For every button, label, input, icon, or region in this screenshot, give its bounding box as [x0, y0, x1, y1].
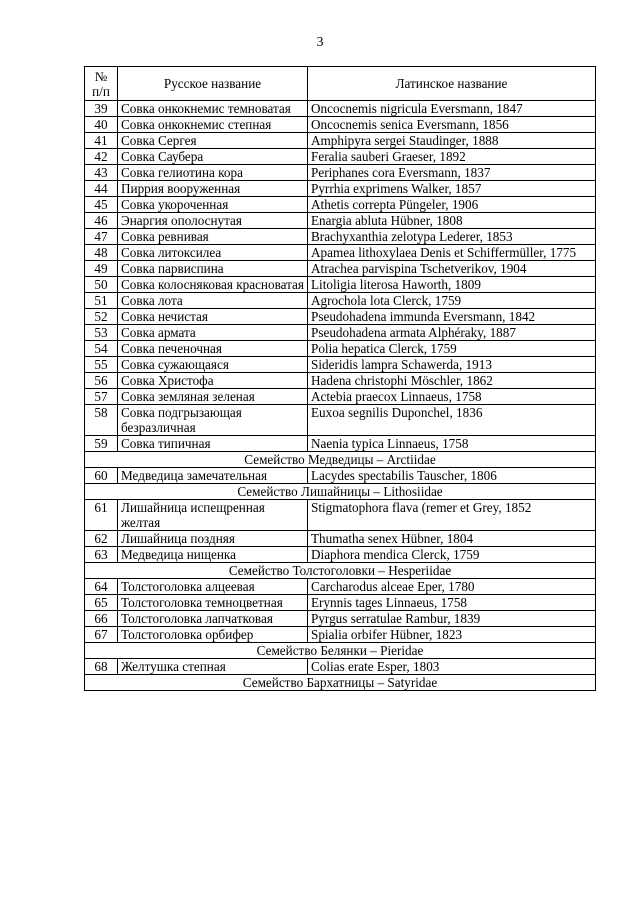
row-number: 48 [85, 245, 118, 261]
russian-name: Совка онкокнемис степная [118, 117, 308, 133]
latin-name: Periphanes cora Eversmann, 1837 [308, 165, 596, 181]
table-row [85, 277, 596, 293]
russian-name: Совка сужающаяся [118, 357, 308, 373]
latin-name: Euxoa segnilis Duponchel, 1836 [308, 405, 596, 436]
row-number: 55 [85, 357, 118, 373]
latin-name: Naenia typica Linnaeus, 1758 [308, 436, 596, 452]
table-row [85, 165, 596, 181]
species-table [84, 66, 596, 691]
latin-name: Spialia orbifer Hübner, 1823 [308, 627, 596, 643]
russian-name: Совка укороченная [118, 197, 308, 213]
table-row [85, 373, 596, 389]
species-table-body [85, 101, 596, 691]
header-russian-name: Русское название [118, 67, 308, 101]
row-number: 51 [85, 293, 118, 309]
latin-name: Carcharodus alceae Eper, 1780 [308, 579, 596, 595]
russian-name: Лишайница поздняя [118, 531, 308, 547]
row-number: 62 [85, 531, 118, 547]
russian-name: Желтушка степная [118, 659, 308, 675]
family-row [85, 675, 596, 691]
row-number: 56 [85, 373, 118, 389]
row-number: 57 [85, 389, 118, 405]
table-row [85, 611, 596, 627]
row-number: 67 [85, 627, 118, 643]
table-row [85, 341, 596, 357]
latin-name: Polia hepatica Clerck, 1759 [308, 341, 596, 357]
table-row [85, 627, 596, 643]
latin-name: Pseudohadena immunda Eversmann, 1842 [308, 309, 596, 325]
row-number: 53 [85, 325, 118, 341]
russian-name: Совка колосняковая красноватая [118, 277, 308, 293]
russian-name: Совка лота [118, 293, 308, 309]
latin-name: Pyrgus serratulae Rambur, 1839 [308, 611, 596, 627]
table-header-row [85, 67, 596, 101]
family-name: Семейство Белянки – Pieridae [85, 643, 596, 659]
russian-name: Совка типичная [118, 436, 308, 452]
latin-name: Enargia abluta Hübner, 1808 [308, 213, 596, 229]
latin-name: Athetis correpta Püngeler, 1906 [308, 197, 596, 213]
russian-name: Совка гелиотина кора [118, 165, 308, 181]
row-number: 40 [85, 117, 118, 133]
row-number: 60 [85, 468, 118, 484]
latin-name: Lacydes spectabilis Tauscher, 1806 [308, 468, 596, 484]
latin-name: Oncocnemis senica Eversmann, 1856 [308, 117, 596, 133]
russian-name: Медведица замечательная [118, 468, 308, 484]
family-name: Семейство Медведицы – Arctiidae [85, 452, 596, 468]
russian-name: Совка земляная зеленая [118, 389, 308, 405]
row-number: 66 [85, 611, 118, 627]
table-row [85, 547, 596, 563]
table-row [85, 468, 596, 484]
page-number: 3 [316, 35, 324, 50]
table-row [85, 500, 596, 531]
russian-name: Совка Сергея [118, 133, 308, 149]
header-number-abbr: п/п [92, 83, 110, 99]
table-row [85, 149, 596, 165]
table-row [85, 117, 596, 133]
russian-name: Толстоголовка алцеевая [118, 579, 308, 595]
family-row [85, 452, 596, 468]
row-number: 43 [85, 165, 118, 181]
latin-name: Hadena christophi Möschler, 1862 [308, 373, 596, 389]
russian-name: Пиррия вооруженная [118, 181, 308, 197]
russian-name: Лишайница испещренная желтая [118, 500, 308, 531]
russian-name: Совка ревнивая [118, 229, 308, 245]
latin-name: Amphipyra sergei Staudinger, 1888 [308, 133, 596, 149]
latin-name: Colias erate Esper, 1803 [308, 659, 596, 675]
row-number: 68 [85, 659, 118, 675]
russian-name: Энаргия ополоснутая [118, 213, 308, 229]
family-name: Семейство Толстоголовки – Hesperiidae [85, 563, 596, 579]
latin-name: Thumatha senex Hübner, 1804 [308, 531, 596, 547]
row-number: 45 [85, 197, 118, 213]
row-number: 46 [85, 213, 118, 229]
latin-name: Feralia sauberi Graeser, 1892 [308, 149, 596, 165]
russian-name: Совка печеночная [118, 341, 308, 357]
russian-name: Совка Саубера [118, 149, 308, 165]
row-number: 58 [85, 405, 118, 436]
row-number: 42 [85, 149, 118, 165]
russian-name: Совка парвиспина [118, 261, 308, 277]
table-row [85, 213, 596, 229]
table-row [85, 245, 596, 261]
latin-name: Atrachea parvispina Tschetverikov, 1904 [308, 261, 596, 277]
table-row [85, 133, 596, 149]
row-number: 49 [85, 261, 118, 277]
russian-name: Совка подгрызающая безразличная [118, 405, 308, 436]
russian-name: Совка нечистая [118, 309, 308, 325]
family-name: Семейство Бархатницы – Satyridae [85, 675, 596, 691]
table-row [85, 197, 596, 213]
row-number: 47 [85, 229, 118, 245]
russian-name: Совка армата [118, 325, 308, 341]
russian-name: Толстоголовка орбифер [118, 627, 308, 643]
table-row [85, 659, 596, 675]
table-row [85, 436, 596, 452]
row-number: 39 [85, 101, 118, 117]
table-row [85, 595, 596, 611]
table-row [85, 101, 596, 117]
table-row [85, 293, 596, 309]
table-row [85, 579, 596, 595]
family-name: Семейство Лишайницы – Lithosiidae [85, 484, 596, 500]
latin-name: Stigmatophora flava (remer et Grey, 1852 [308, 500, 596, 531]
row-number: 59 [85, 436, 118, 452]
header-number-sign: № [94, 68, 108, 84]
latin-name: Brachyxanthia zelotypa Lederer, 1853 [308, 229, 596, 245]
family-row [85, 563, 596, 579]
latin-name: Erynnis tages Linnaeus, 1758 [308, 595, 596, 611]
russian-name: Толстоголовка темноцветная [118, 595, 308, 611]
table-row [85, 309, 596, 325]
russian-name: Медведица нищенка [118, 547, 308, 563]
family-row [85, 643, 596, 659]
row-number: 65 [85, 595, 118, 611]
table-row [85, 325, 596, 341]
table-row [85, 389, 596, 405]
latin-name: Diaphora mendica Clerck, 1759 [308, 547, 596, 563]
latin-name: Pyrrhia exprimens Walker, 1857 [308, 181, 596, 197]
latin-name: Actebia praecox Linnaeus, 1758 [308, 389, 596, 405]
latin-name: Sideridis lampra Schawerda, 1913 [308, 357, 596, 373]
row-number: 63 [85, 547, 118, 563]
latin-name: Litoligia literosa Haworth, 1809 [308, 277, 596, 293]
latin-name: Agrochola lota Clerck, 1759 [308, 293, 596, 309]
latin-name: Pseudohadena armata Alphéraky, 1887 [308, 325, 596, 341]
row-number: 50 [85, 277, 118, 293]
russian-name: Совка Христофа [118, 373, 308, 389]
russian-name: Совка литоксилеа [118, 245, 308, 261]
row-number: 61 [85, 500, 118, 531]
row-number: 41 [85, 133, 118, 149]
table-row [85, 357, 596, 373]
table-row [85, 229, 596, 245]
table-row [85, 405, 596, 436]
table-row [85, 531, 596, 547]
table-row [85, 181, 596, 197]
latin-name: Apamea lithoxylaea Denis et Schiffermüller, 1775 [308, 245, 596, 261]
header-latin-name: Латинское название [308, 67, 596, 101]
row-number: 54 [85, 341, 118, 357]
row-number: 64 [85, 579, 118, 595]
header-number [85, 67, 118, 101]
russian-name: Совка онкокнемис темноватая [118, 101, 308, 117]
row-number: 52 [85, 309, 118, 325]
table-row [85, 261, 596, 277]
russian-name: Толстоголовка лапчатковая [118, 611, 308, 627]
family-row [85, 484, 596, 500]
row-number: 44 [85, 181, 118, 197]
latin-name: Oncocnemis nigricula Eversmann, 1847 [308, 101, 596, 117]
